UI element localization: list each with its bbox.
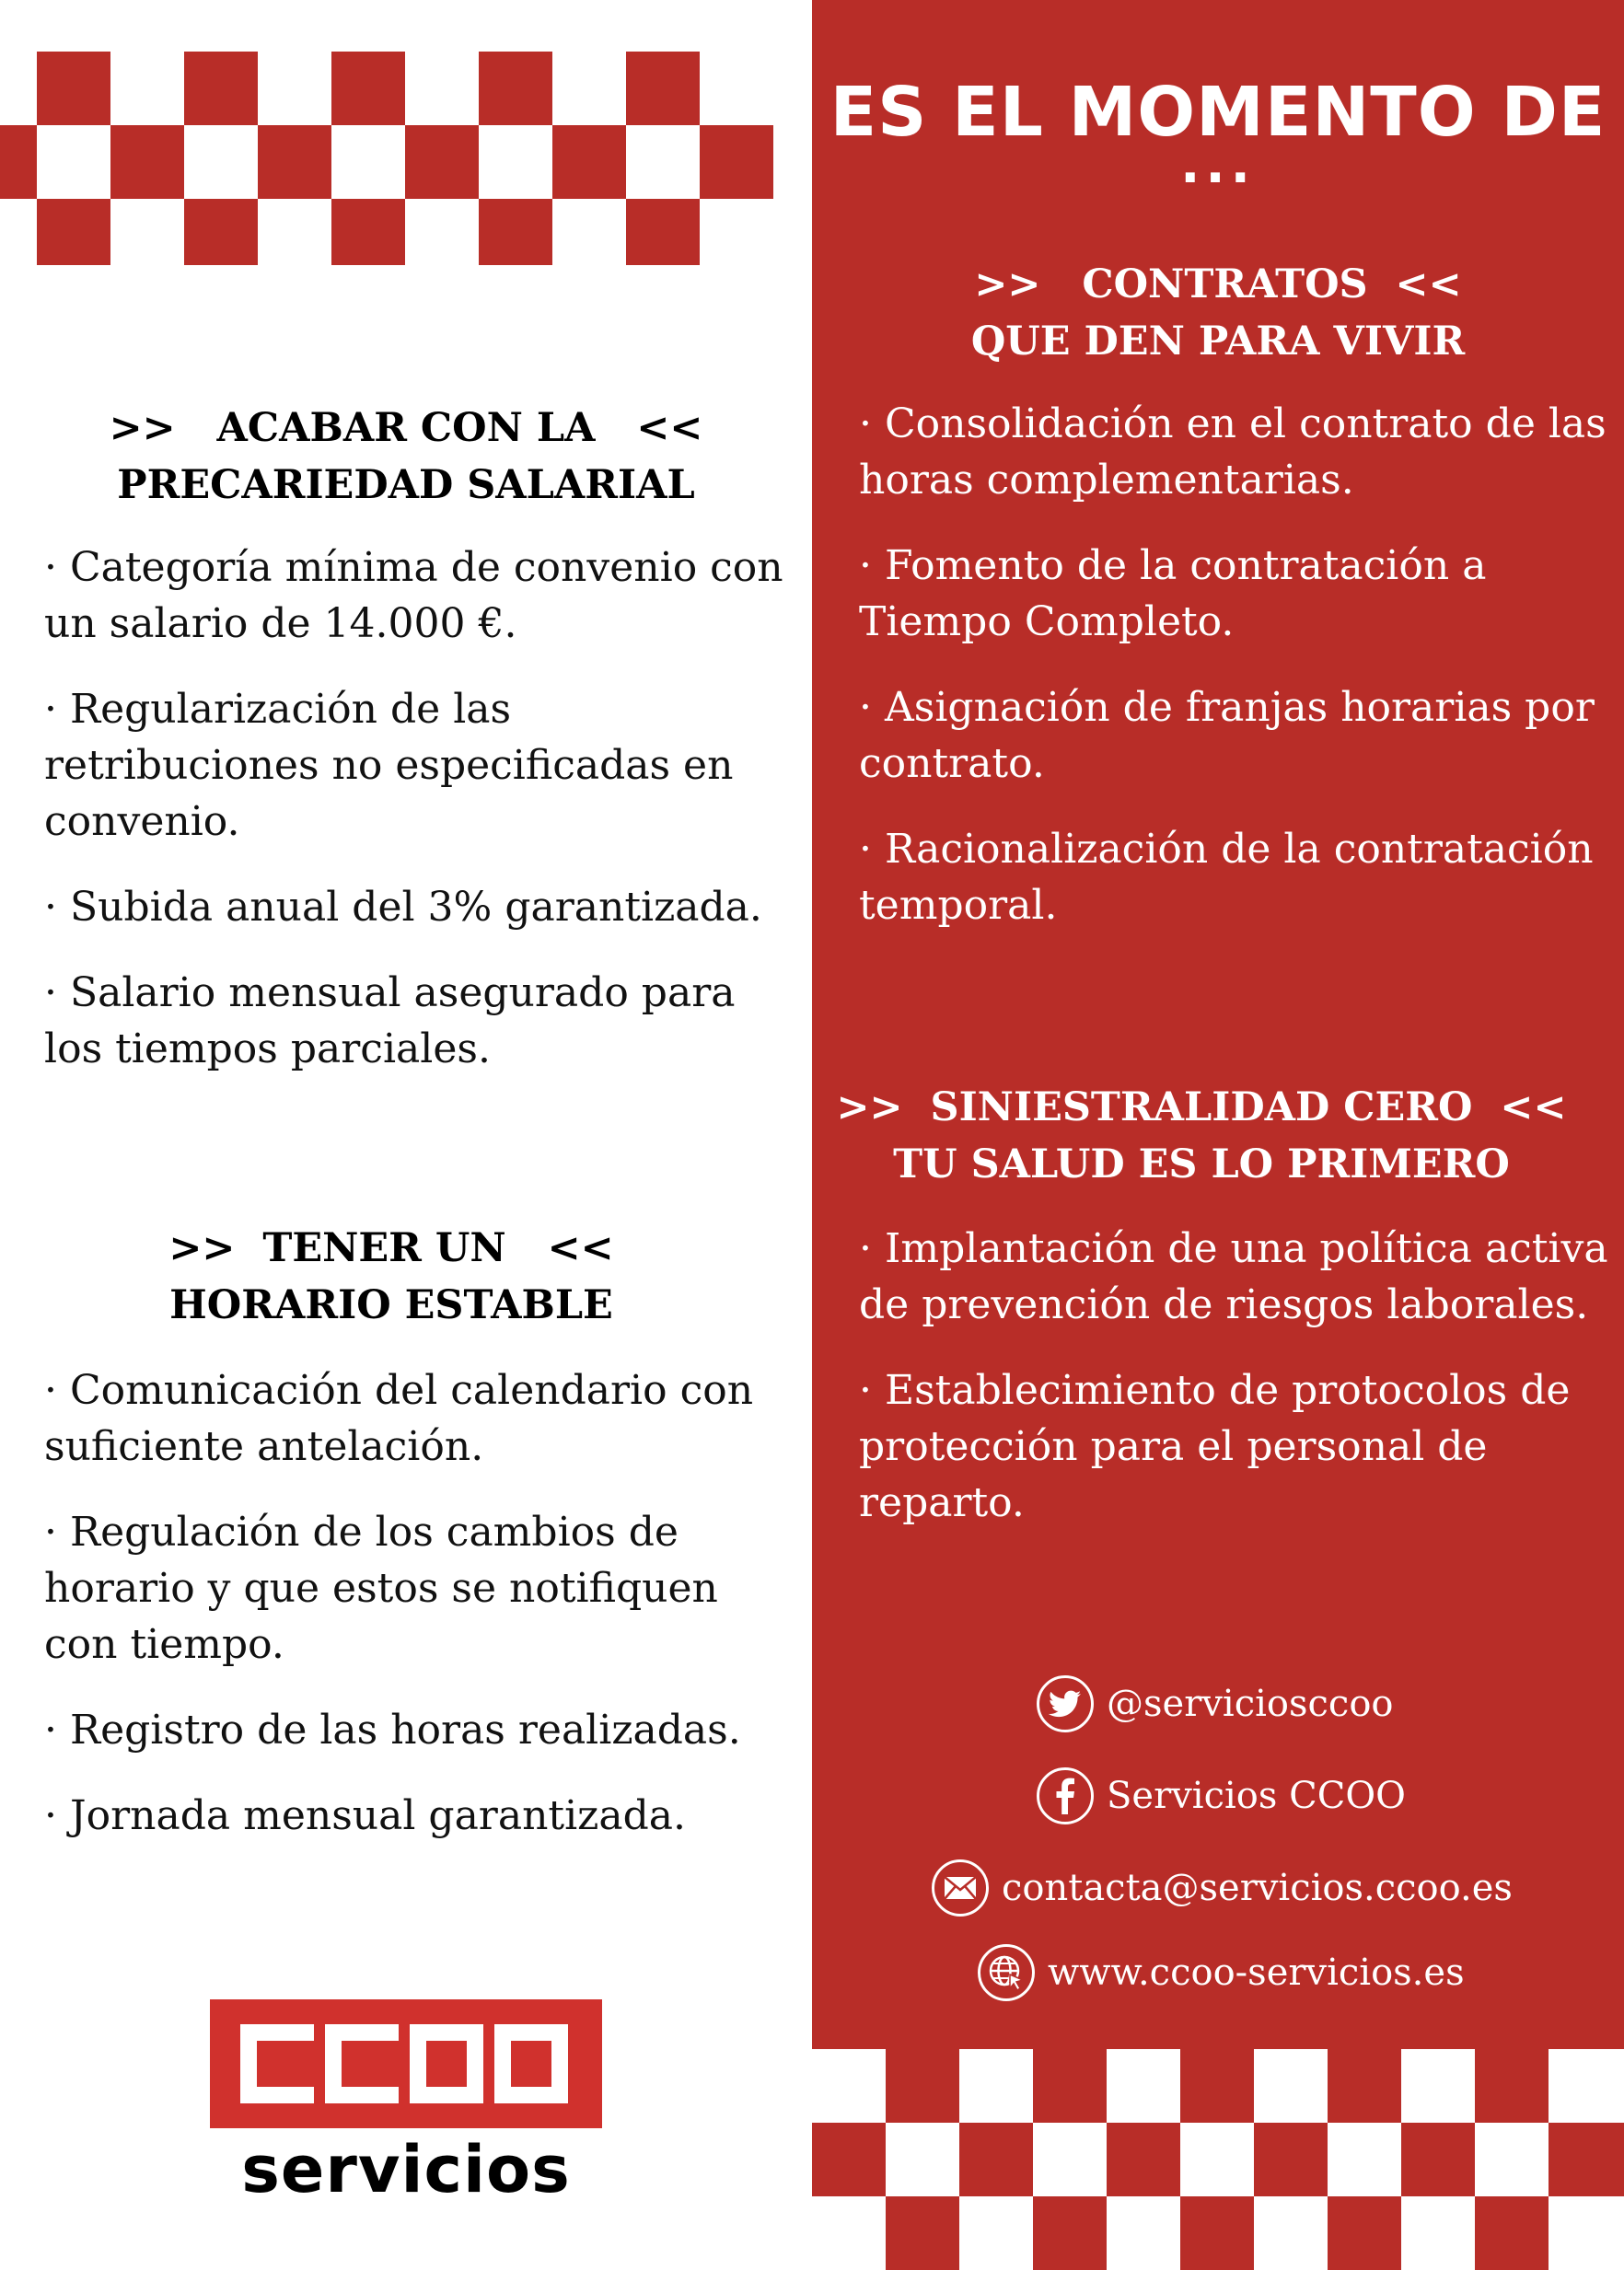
list-contratos	[859, 396, 1614, 963]
contact-email[interactable]: contacta@servicios.ccoo.es	[932, 1859, 1513, 1917]
section-title-horario: >> TENER UN << HORARIO ESTABLE	[168, 1225, 614, 1328]
list-item: · Regulación de los cambios de horario y que estos se notifiquen con tiempo.	[44, 1509, 718, 1668]
list-item: · Implantación de una política activa de prevención de riesgos laborales.	[859, 1225, 1608, 1328]
ccoo-logo-mark	[210, 1999, 602, 2128]
list-precariedad	[44, 539, 790, 1106]
list-item: · Registro de las horas realizadas.	[44, 1707, 741, 1754]
ccoo-servicios-logo	[210, 1999, 602, 2207]
web-icon	[978, 1944, 1035, 2001]
list-item: · Asignación de franjas horarias por contrato.	[859, 684, 1595, 787]
list-item: · Subida anual del 3% garantizada.	[44, 884, 762, 931]
list-item: · Fomento de la contratación a Tiempo Completo.	[859, 542, 1487, 645]
checker-pattern-top	[0, 52, 812, 265]
list-item: · Establecimiento de protocolos de protección para el personal de reparto.	[859, 1367, 1571, 1526]
contact-twitter[interactable]: @serviciosccoo	[1037, 1675, 1393, 1732]
logo-text: servicios	[241, 2132, 571, 2207]
title-ellipsis: ...	[1180, 135, 1256, 195]
facebook-icon	[1037, 1767, 1094, 1824]
right-panel	[812, 0, 1624, 2270]
list-item: · Salario mensual asegurado para los tiempos parciales.	[44, 969, 736, 1072]
list-horario	[44, 1362, 790, 1873]
list-item: · Categoría mínima de convenio con un salario de 14.000 €.	[44, 544, 783, 647]
list-item: · Jornada mensual garantizada.	[44, 1792, 686, 1839]
page-title: ES EL MOMENTO DE	[829, 73, 1607, 152]
twitter-icon	[1037, 1675, 1094, 1732]
contact-facebook[interactable]: Servicios CCOO	[1037, 1767, 1406, 1824]
checker-pattern-bottom	[812, 2049, 1624, 2270]
list-siniestralidad	[859, 1221, 1614, 1560]
list-item: · Racionalización de la contratación temporal.	[859, 826, 1594, 929]
email-icon	[932, 1859, 989, 1917]
section-title-siniestralidad: >> SINIESTRALIDAD CERO << TU SALUD ES LO PRIMERO	[836, 1084, 1567, 1187]
section-title-contratos: >> CONTRATOS << QUE DEN PARA VIVIR	[970, 261, 1466, 365]
section-title-precariedad: >> ACABAR CON LA << PRECARIEDAD SALARIAL	[109, 405, 703, 508]
ccoo-letters-icon	[240, 2024, 572, 2103]
list-item: · Comunicación del calendario con suficiente antelación.	[44, 1367, 754, 1470]
contact-web[interactable]: www.ccoo-servicios.es	[978, 1944, 1465, 2001]
list-item: · Regularización de las retribuciones no especificadas en convenio.	[44, 686, 734, 845]
list-item: · Consolidación en el contrato de las horas complementarias.	[859, 400, 1607, 504]
